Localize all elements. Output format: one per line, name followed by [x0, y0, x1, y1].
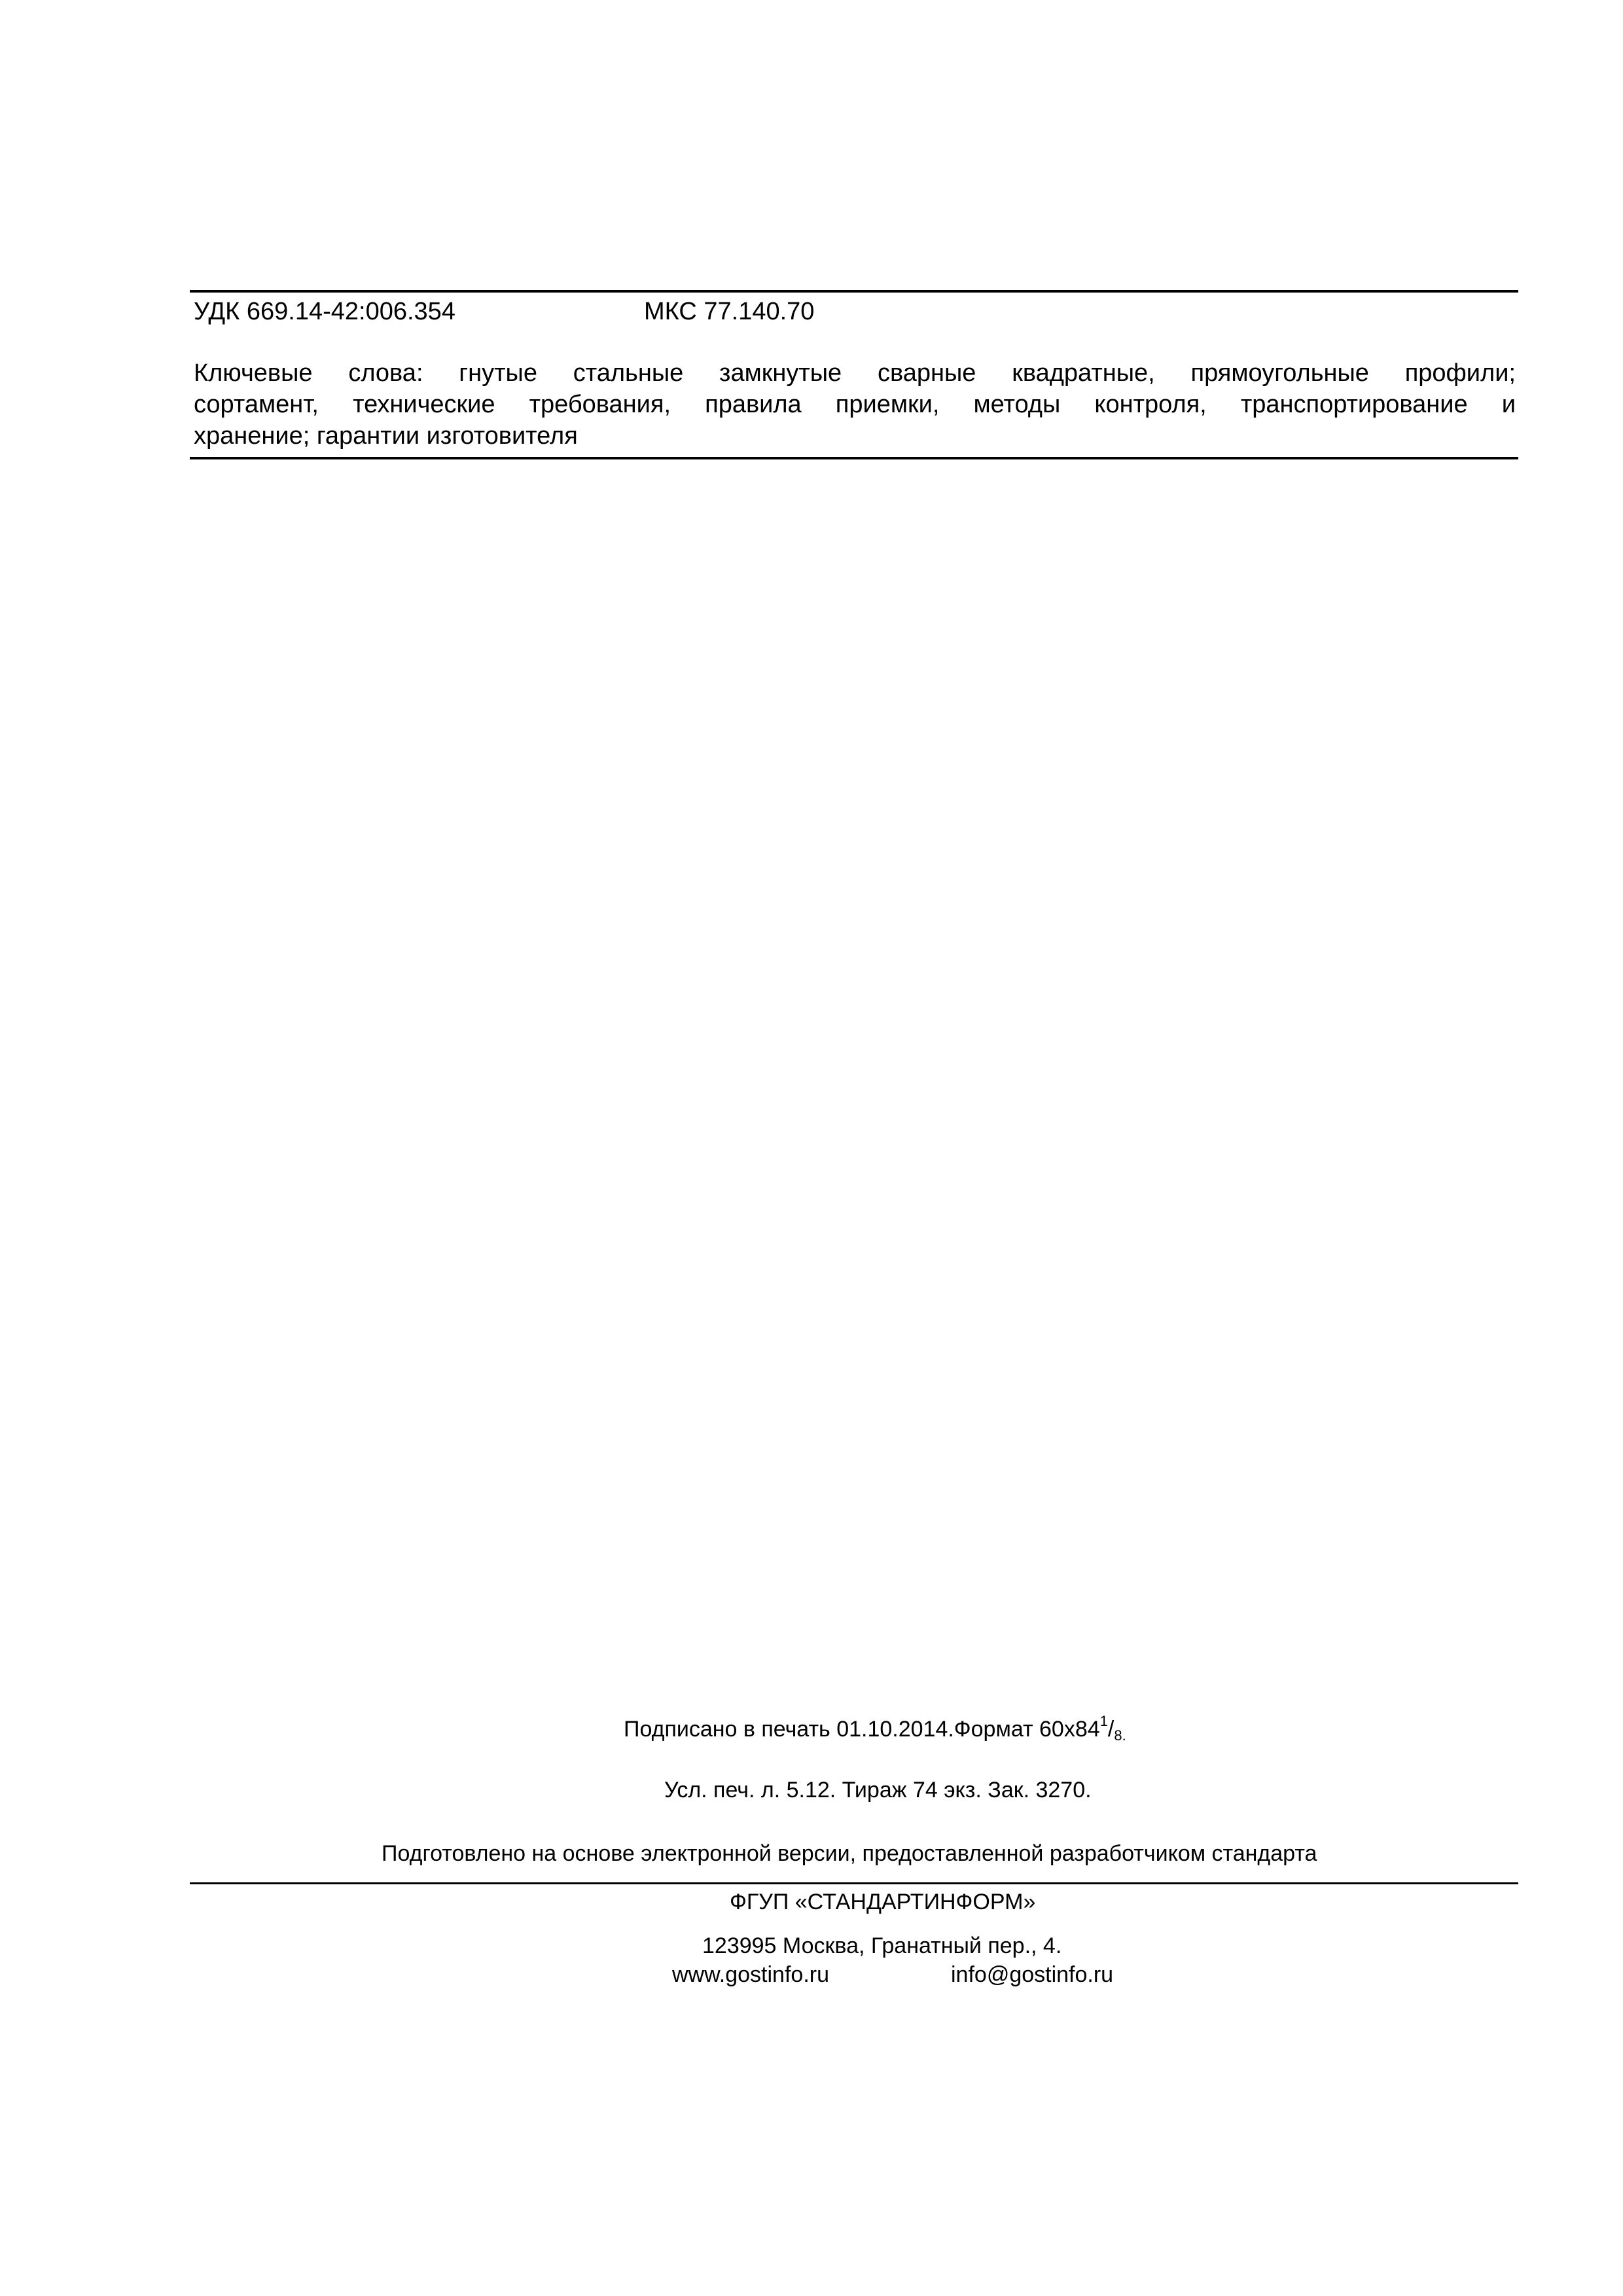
mks-code: МКС 77.140.70: [644, 298, 815, 325]
udk-code: УДК 669.14-42:006.354: [194, 298, 455, 325]
format-tail: .: [1122, 1727, 1126, 1744]
publisher-address: 123995 Москва, Гранатный пер., 4.: [702, 1933, 1062, 1958]
keywords-paragraph: [194, 357, 1516, 452]
publisher-name: ФГУП «СТАНДАРТИНФОРМ»: [730, 1890, 1036, 1914]
keywords-line-3: хранение; гарантии изготовителя: [194, 422, 578, 450]
keywords-bottom-rule: [190, 457, 1518, 459]
signed-to-print-line: Подписано в печать 01.10.2014.Формат $60х84^1/_{8.}$: [624, 1713, 1126, 1744]
publisher-email: info@gostinfo.ru: [951, 1962, 1114, 1987]
format-denominator: 8: [1114, 1727, 1122, 1744]
prepared-note: Подготовлено на основе электронной версии, предоставленной разработчиком стандарта: [382, 1841, 1317, 1866]
keywords-line-1: Ключевые слова: гнутые стальные замкнутые сварные квадратные, прямоугольные профили;: [194, 359, 1516, 387]
publisher-website: www.gostinfo.ru: [672, 1962, 829, 1987]
signed-to-print-text: Подписано в печать 01.10.2014.Формат 60х84: [624, 1717, 1100, 1742]
top-rule: [190, 290, 1518, 293]
print-info-line: Усл. печ. л. 5.12. Тираж 74 экз. Зак. 3270.: [664, 1778, 1092, 1803]
footer-rule: [190, 1882, 1518, 1884]
format-numerator: 1: [1099, 1713, 1108, 1729]
keywords-line-2: сортамент, технические требования, правила приемки, методы контроля, транспортирование и: [194, 391, 1516, 418]
